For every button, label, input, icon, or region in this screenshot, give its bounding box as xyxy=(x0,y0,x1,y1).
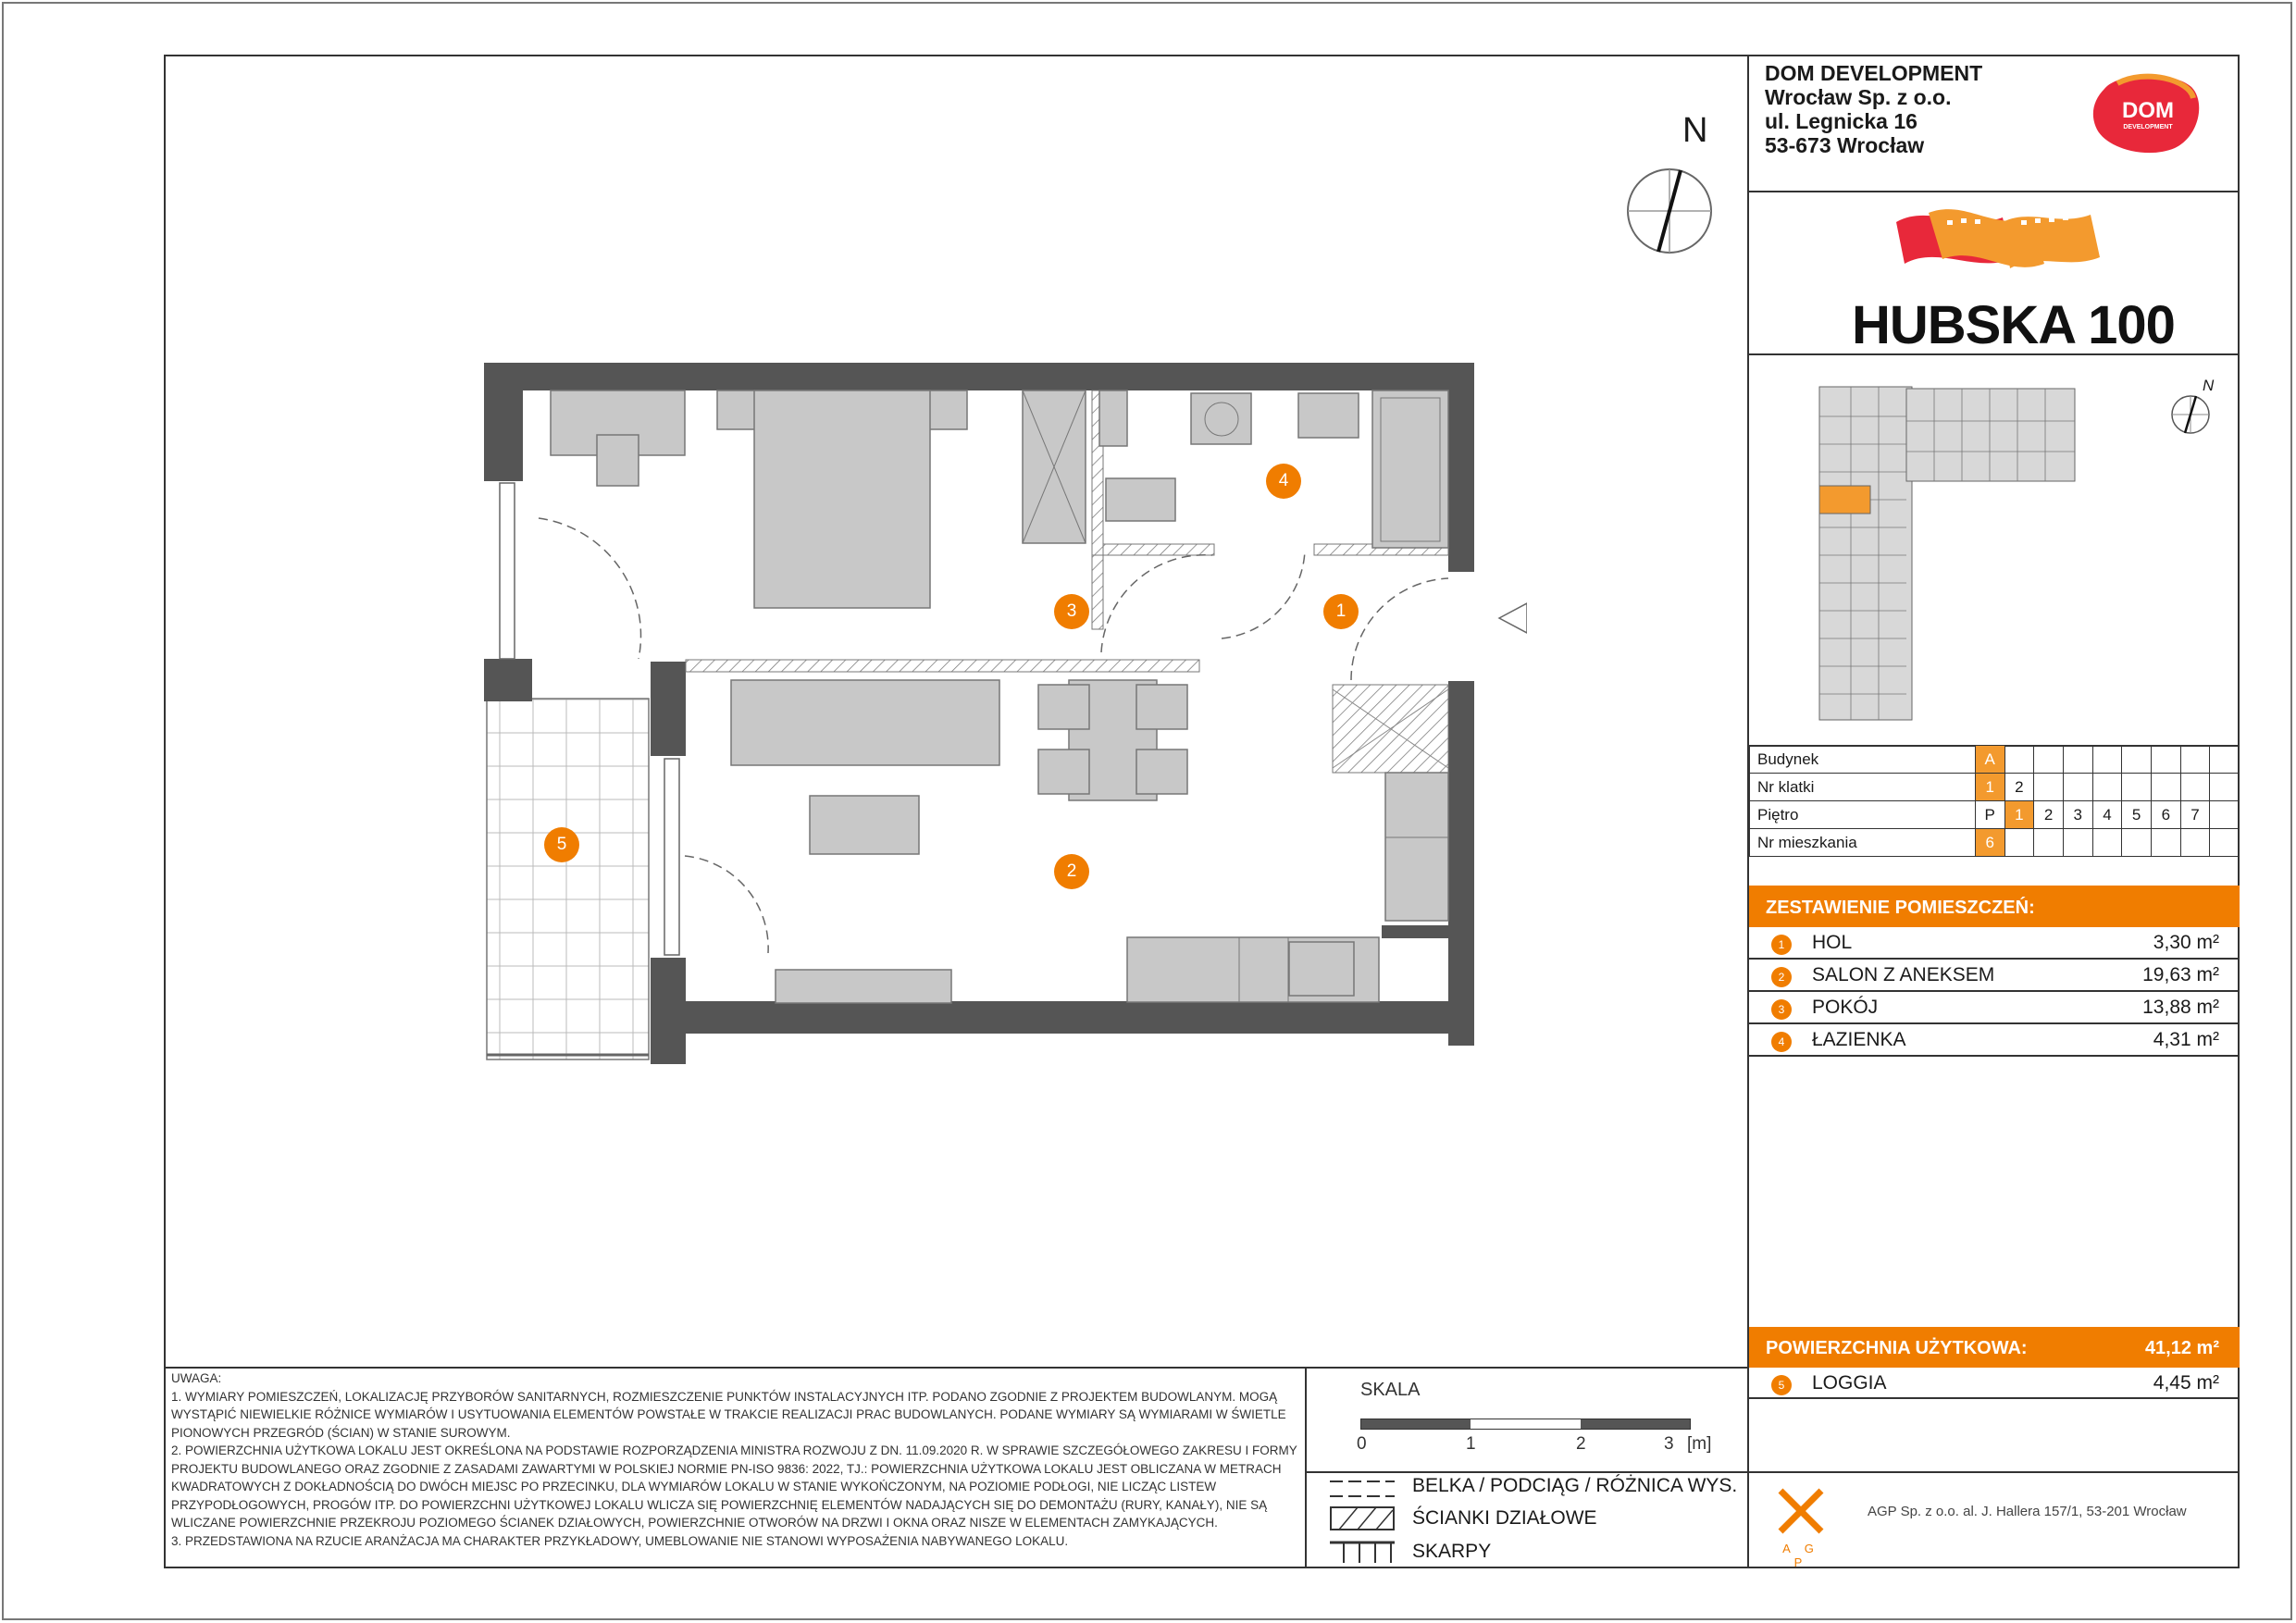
note-item: 1. WYMIARY POMIESZCZEŃ, LOKALIZACJĘ PRZYBORÓW SANITARNYCH, ROZMIESZCZENIE PUNKTÓW INSTALACYJNYCH ITP. PODANO ZGODNIE Z PROJEKTEM BUDOWLANYM. MOGĄ WYSTĄPIĆ NIEWIELKIE RÓŻNICE WYMIARÓW I USYTUOWANIA ELEMENTÓW POWSTAŁE W TRAKCIE REALIZACJI PRAC BUDOWLANYCH. PODANE WYMIARY SĄ WYMIARAMI W ŚWIETLE PIONOWYCH PRZEGRÓD (ŚCIAN) W STANIE SUROWYM. xyxy=(171,1389,1286,1440)
scale-tick-3: 3 xyxy=(1664,1434,1674,1454)
loggia-area: 4,45 m² xyxy=(2153,1372,2219,1394)
keyplan-north-label: N xyxy=(2203,377,2215,394)
info-cell: P xyxy=(1975,801,2004,829)
info-cell xyxy=(2122,829,2152,857)
legend-divider xyxy=(1305,1471,1749,1473)
logo-text-sub: DEVELOPMENT xyxy=(2123,124,2173,130)
info-cell xyxy=(2122,746,2152,774)
keyplan-compass xyxy=(2170,389,2216,440)
dom-development-logo xyxy=(2090,70,2204,155)
info-cell: 6 xyxy=(2152,801,2181,829)
info-row xyxy=(1750,801,2240,829)
info-cell xyxy=(2034,774,2064,801)
info-cell: 1 xyxy=(2004,801,2034,829)
company-address xyxy=(1765,61,1982,157)
north-label: N xyxy=(1682,111,1708,150)
info-cell xyxy=(2210,746,2240,774)
room-row xyxy=(1749,1024,2240,1057)
rooms-header xyxy=(1749,886,2240,927)
legend-beam-icon xyxy=(1330,1478,1395,1505)
company-line-4: 53-673 Wrocław xyxy=(1765,133,1925,157)
loggia-row xyxy=(1749,1368,2240,1399)
room-area: 19,63 m² xyxy=(2142,964,2219,985)
room-row xyxy=(1749,960,2240,992)
usable-area-label: POWIERZCHNIA UŻYTKOWA: xyxy=(1766,1338,2028,1358)
info-cell xyxy=(2034,829,2064,857)
scale-label: SKALA xyxy=(1360,1380,1421,1400)
scale-tick-1: 1 xyxy=(1466,1434,1476,1454)
info-cell: 2 xyxy=(2004,774,2034,801)
room-area: 4,31 m² xyxy=(2153,1029,2219,1050)
usable-area-bar xyxy=(1749,1327,2240,1368)
room-number: 3 xyxy=(1771,999,1792,1020)
info-row xyxy=(1750,774,2240,801)
apartment-info-table xyxy=(1749,745,2240,857)
info-cell xyxy=(2004,829,2034,857)
company-name: DOM DEVELOPMENT xyxy=(1765,61,1983,85)
project-title: HUBSKA 100 xyxy=(1852,295,2175,355)
note-item: 2. POWIERZCHNIA UŻYTKOWA LOKALU JEST OKREŚLONA NA PODSTAWIE ROZPORZĄDZENIA MINISTRA ROZWOJU Z DN. 11.09.2020 R. W SPRAWIE SZCZEGÓŁOWEGO ZAKRESU I FORMY PROJEKTU BUDOWLANEGO ORAZ ZGODNIE Z ZASADAMI ZAWARTYMI W POLSKIEJ NORMIE PN-ISO 9836: 2022, TJ.: POWIERZCHNIA UŻYTKOWA LOKALU JEST OBLICZANA W METRACH KWADRATOWYCH Z DOKŁADNOŚCIĄ DO DWÓCH MIEJSC PO PRZECINKU, DLA WYMIARÓW LOKALU W STANIE WYKOŃCZONYM, NA POZIOMIE PODŁOGI, NIE LICZĄC LISTEW PRZYPODŁOGOWYCH, PROGÓW ITP. DO POWIERZCHNI UŻYTKOWEJ LOKALU WLICZA SIĘ POWIERZCHNIĘ ELEMENTÓW NADAJĄCYCH SIĘ DO DEMONTAŻU (RURY, KANAŁY), NIE SĄ WLICZANE POWIERZCHNIE PRZEKROJU POZIOMEGO ŚCIANEK DZIAŁOWYCH, POWIERZCHNIE OTWORÓW NA DRZWI I OKNA ORAZ NISZE W ELEMENTACH ZAMYKAJĄCYCH. xyxy=(171,1443,1297,1530)
scale-unit: [m] xyxy=(1687,1434,1712,1454)
info-cell xyxy=(2063,746,2092,774)
room-area: 13,88 m² xyxy=(2142,997,2219,1018)
info-row-label: Piętro xyxy=(1750,801,1976,829)
room-number: 1 xyxy=(1771,935,1792,955)
building-keyplan xyxy=(1814,379,2082,736)
room-name: ŁAZIENKA xyxy=(1812,1029,1906,1050)
info-cell xyxy=(2152,774,2181,801)
scale-bar xyxy=(1360,1419,1691,1430)
sidebar-divider-4 xyxy=(1747,1471,2240,1473)
room-number: 4 xyxy=(1771,1032,1792,1052)
room-marker-3: 3 xyxy=(1054,594,1089,629)
info-cell xyxy=(2210,829,2240,857)
info-cell xyxy=(2210,774,2240,801)
info-row xyxy=(1750,746,2240,774)
floor-plan xyxy=(481,359,1527,1072)
info-cell xyxy=(2063,829,2092,857)
notes-heading: UWAGA: xyxy=(171,1371,222,1385)
agp-logo xyxy=(1775,1485,1827,1569)
scale-tick-0: 0 xyxy=(1357,1434,1367,1454)
info-cell xyxy=(2063,774,2092,801)
info-cell: 5 xyxy=(2122,801,2152,829)
loggia-name: LOGGIA xyxy=(1812,1372,1887,1394)
legend-reveal-label: SKARPY xyxy=(1412,1541,1492,1562)
architect-address: AGP Sp. z o.o. al. J. Hallera 157/1, 53-201 Wrocław xyxy=(1868,1504,2187,1519)
info-row xyxy=(1750,829,2240,857)
room-marker-1: 1 xyxy=(1323,594,1359,629)
legend-partition-label: ŚCIANKI DZIAŁOWE xyxy=(1412,1507,1597,1529)
room-name: HOL xyxy=(1812,932,1853,953)
legend-beam-label: BELKA / PODCIĄG / RÓŻNICA WYS. xyxy=(1412,1475,1738,1496)
info-cell xyxy=(2180,746,2210,774)
info-cell: 4 xyxy=(2092,801,2122,829)
notes xyxy=(171,1369,1300,1550)
room-number: 2 xyxy=(1771,967,1792,987)
scale-tick-2: 2 xyxy=(1576,1434,1586,1454)
company-line-2: Wrocław Sp. z o.o. xyxy=(1765,85,1952,109)
info-cell: 1 xyxy=(1975,774,2004,801)
agp-logo-text: A G P xyxy=(1782,1542,1819,1569)
sidebar-divider-1 xyxy=(1747,191,2240,192)
room-name: SALON Z ANEKSEM xyxy=(1812,964,1995,985)
info-cell xyxy=(2034,746,2064,774)
room-row xyxy=(1749,992,2240,1024)
info-cell xyxy=(2092,746,2122,774)
info-cell xyxy=(2092,829,2122,857)
info-cell xyxy=(2152,746,2181,774)
room-row xyxy=(1749,927,2240,960)
logo-text-main: DOM xyxy=(2122,98,2174,123)
info-row-label: Nr klatki xyxy=(1750,774,1976,801)
north-arrow-icon xyxy=(1623,165,1716,262)
info-cell xyxy=(2004,746,2034,774)
loggia-number: 5 xyxy=(1771,1375,1792,1395)
legend-reveal-icon xyxy=(1330,1540,1395,1568)
info-cell xyxy=(2180,774,2210,801)
info-row-label: Nr mieszkania xyxy=(1750,829,1976,857)
info-cell: 6 xyxy=(1975,829,2004,857)
info-row-label: Budynek xyxy=(1750,746,1976,774)
info-cell xyxy=(2210,801,2240,829)
rooms-header-label: ZESTAWIENIE POMIESZCZEŃ: xyxy=(1766,898,2035,918)
info-cell: A xyxy=(1975,746,2004,774)
room-area: 3,30 m² xyxy=(2153,932,2219,953)
footer-divider-v xyxy=(1305,1367,1307,1568)
room-marker-5: 5 xyxy=(544,827,579,862)
info-cell: 2 xyxy=(2034,801,2064,829)
room-marker-4: 4 xyxy=(1266,464,1301,499)
legend-partition-icon xyxy=(1330,1506,1395,1535)
note-item: 3. PRZEDSTAWIONA NA RZUCIE ARANŻACJA MA CHARAKTER PRZYKŁADOWY, UMEBLOWANIE NIE STANOWI WYPOSAŻENIA NABYWANEGO LOKALU. xyxy=(171,1533,1069,1548)
company-line-3: ul. Legnicka 16 xyxy=(1765,109,1917,133)
film-strip-graphic xyxy=(1892,194,2104,296)
info-cell xyxy=(2180,829,2210,857)
info-cell: 7 xyxy=(2180,801,2210,829)
room-marker-2: 2 xyxy=(1054,854,1089,889)
room-name: POKÓJ xyxy=(1812,997,1879,1018)
footer-divider xyxy=(164,1367,1749,1369)
usable-area-value: 41,12 m² xyxy=(2144,1338,2219,1358)
info-cell xyxy=(2152,829,2181,857)
info-cell xyxy=(2092,774,2122,801)
info-cell xyxy=(2122,774,2152,801)
info-cell: 3 xyxy=(2063,801,2092,829)
